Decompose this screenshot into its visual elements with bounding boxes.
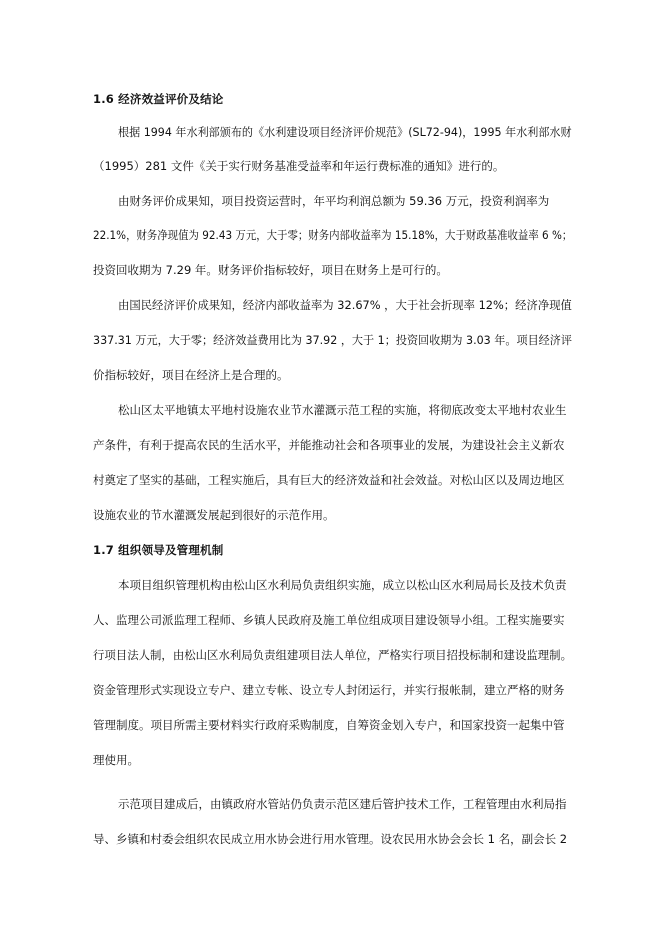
section-heading-1-7: 1.7 组织领导及管理机制 <box>93 543 224 557</box>
paragraph-line: 337.31 万元，大于零；经济效益费用比为 37.92 ，大于 1；投资回收期为 3.03 年。项目经济评 <box>93 333 573 347</box>
paragraph-line: 示范项目建成后，由镇政府水管站仍负责示范区建后管护技术工作，工程管理由水利局指 <box>118 797 567 811</box>
paragraph-line: 本项目组织管理机构由松山区水利局负责组织实施，成立以松山区水利局局长及技术负责 <box>118 578 567 592</box>
section-heading-1-6: 1.6 经济效益评价及结论 <box>93 92 224 106</box>
paragraph-line: 管理制度。项目所需主要材料实行政府采购制度，自筹资金划入专户，和国家投资一起集中管 <box>93 718 565 732</box>
paragraph-line: 产条件，有利于提高农民的生活水平，并能推动社会和各项事业的发展，为建设社会主义新农 <box>93 438 565 452</box>
paragraph-line: 根据 1994 年水利部颁布的《水利建设项目经济评价规范》(SL72-94)，1995 年水利部水财 <box>118 125 572 139</box>
paragraph-line: 行项目法人制，由松山区水利局负责组建项目法人单位，严格实行项目招投标制和建设监理制。 <box>93 648 572 662</box>
paragraph-line: 价指标较好，项目在经济上是合理的。 <box>93 368 289 382</box>
paragraph-line: 22.1%，财务净现值为 92.43 万元，大于零；财务内部收益率为 15.18%，大于财政基准收益率 6 %； <box>93 228 573 242</box>
paragraph-line: 导、乡镇和村委会组织农民成立用水协会进行用水管理。设农民用水协会会长 1 名，副会长 2 <box>93 832 568 846</box>
paragraph-line: 村奠定了坚实的基础，工程实施后，具有巨大的经济效益和社会效益。对松山区以及周边地区 <box>93 473 565 487</box>
paragraph-line: 人、监理公司派监理工程师、乡镇人民政府及施工单位组成项目建设领导小组。工程实施要实 <box>93 613 565 627</box>
paragraph-line: 松山区太平地镇太平地村设施农业节水灌溉示范工程的实施，将彻底改变太平地村农业生 <box>118 403 567 417</box>
paragraph-line: 由财务评价成果知，项目投资运营时，年平均利润总额为 59.36 万元，投资利润率为 <box>118 194 550 208</box>
paragraph-line: 理使用。 <box>93 753 139 767</box>
paragraph-line: 投资回收期为 7.29 年。财务评价指标较好，项目在财务上是可行的。 <box>93 263 448 277</box>
paragraph-line: 设施农业的节水灌溉发展起到很好的示范作用。 <box>93 508 335 522</box>
paragraph-line: （1995）281 文件《关于实行财务基准受益率和年运行费标准的通知》进行的。 <box>93 159 505 173</box>
paragraph-line: 由国民经济评价成果知，经济内部收益率为 32.67% ，大于社会折现率 12%；经济净现值 <box>118 298 572 312</box>
paragraph-line: 资金管理形式实现设立专户、建立专帐、设立专人封闭运行，并实行报帐制，建立严格的财务 <box>93 683 565 697</box>
